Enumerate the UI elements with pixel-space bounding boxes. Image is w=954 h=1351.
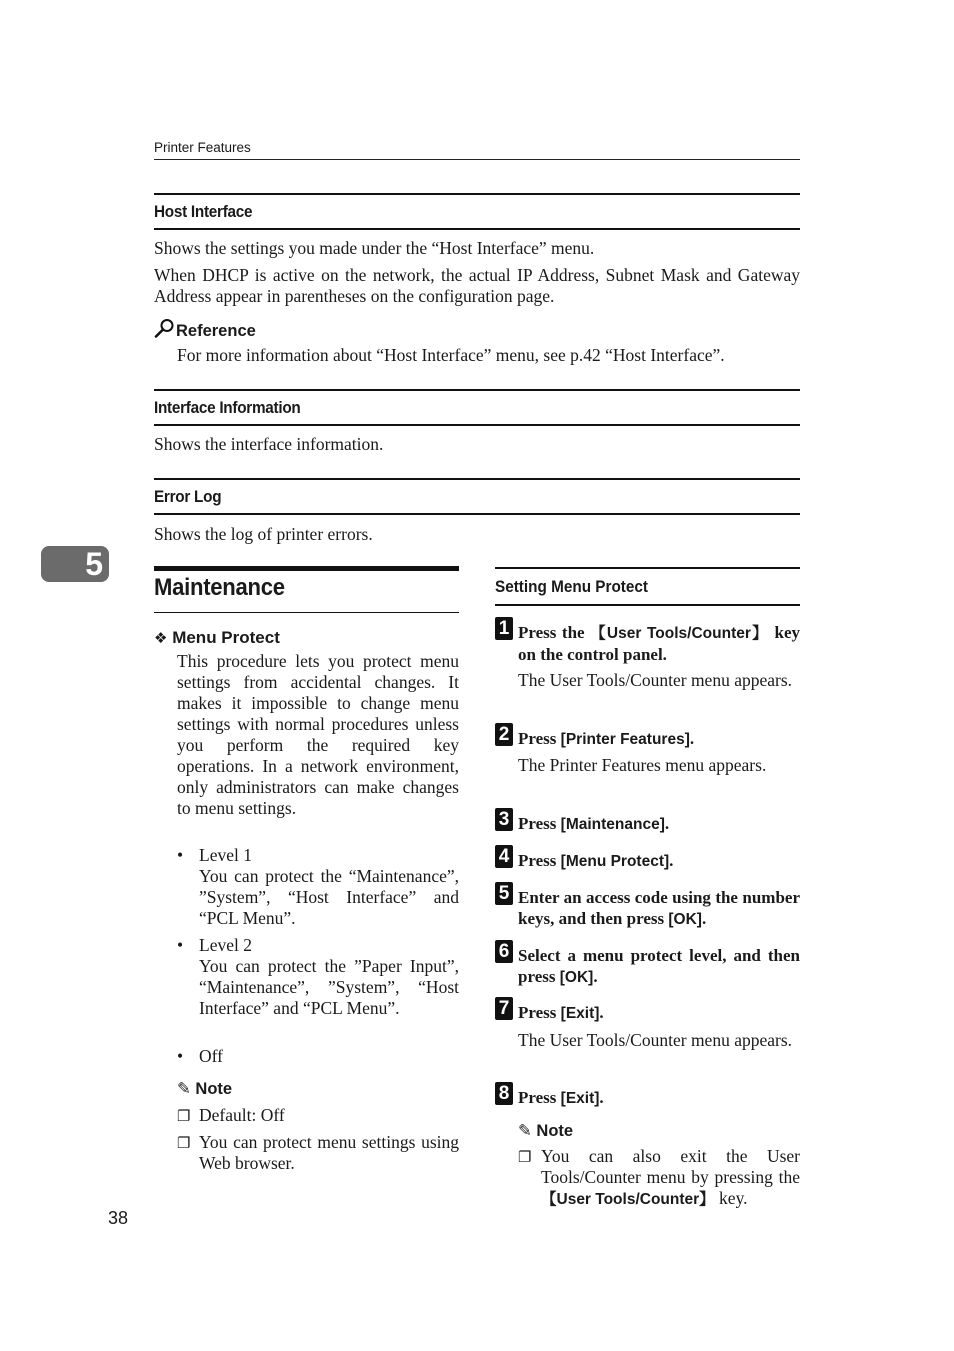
- step-number: 3: [495, 808, 513, 831]
- step-number: 2: [495, 723, 513, 746]
- menu-protect-description: This procedure lets you protect menu settings from accidental changes. It makes it impossible to change menu settings with normal procedures unless you perform the required key operations. In a network environment, only administrators can make changes to menu settings.: [177, 651, 459, 818]
- key-label: [OK]: [668, 911, 702, 928]
- level-2-label: Level 2: [199, 935, 252, 955]
- level-off-label: Off: [199, 1046, 223, 1066]
- section-title: Interface Information: [154, 398, 301, 417]
- note-exit-text: You can also exit the User Tools/Counter menu by pressing the 【User Tools/Counter】 key.: [541, 1146, 800, 1208]
- level-2-description: You can protect the ”Paper Input”, “Maintenance”, ”System”, “Host Interface” and “PCL Menu”.: [199, 956, 459, 1018]
- step-5-instruction: Enter an access code using the number keys, and then press [OK].: [518, 888, 800, 928]
- note-default: Default: Off: [199, 1105, 285, 1125]
- section-heading-interface-information: [154, 389, 800, 426]
- header-rule: [154, 159, 800, 160]
- bullet-dot: •: [177, 845, 184, 865]
- checkbox-icon: ❐: [177, 1109, 191, 1125]
- host-interface-paragraph-1: Shows the settings you made under the “Host Interface” menu.: [154, 238, 595, 258]
- step-number: 4: [495, 845, 513, 868]
- key-label: [OK]: [559, 969, 594, 986]
- level-1-label: Level 1: [199, 845, 252, 865]
- diamond-bullet-icon: ❖: [154, 630, 168, 647]
- magnifier-icon: [154, 318, 176, 338]
- reference-title: Reference: [176, 322, 256, 340]
- menu-protect-title: Menu Protect: [172, 628, 280, 647]
- note-title: Note: [195, 1080, 233, 1098]
- note-title: Note: [536, 1122, 574, 1140]
- note-web-browser: You can protect menu settings using Web browser.: [199, 1132, 459, 1173]
- maintenance-title: Maintenance: [154, 574, 285, 601]
- section-title: Error Log: [154, 487, 222, 506]
- step-7-result: The User Tools/Counter menu appears.: [518, 1030, 793, 1050]
- maintenance-bottom-rule: [154, 612, 459, 613]
- key-label: [Exit]: [560, 1090, 600, 1107]
- step-1-instruction: Press the 【User Tools/Counter】 key on the control panel.: [518, 623, 801, 664]
- note-heading-right: [518, 1121, 573, 1141]
- note-heading-left: [177, 1079, 232, 1099]
- checkbox-icon: ❐: [177, 1136, 191, 1152]
- reference-text: For more information about “Host Interface” menu, see p.42 “Host Interface”.: [177, 345, 725, 365]
- key-label: 【User Tools/Counter】: [590, 625, 769, 642]
- interface-information-text: Shows the interface information.: [154, 434, 384, 454]
- key-label: 【User Tools/Counter】: [541, 1191, 715, 1208]
- step-number: 7: [495, 997, 513, 1020]
- step-number: 1: [495, 617, 513, 640]
- step-8-instruction: Press [Exit].: [518, 1088, 604, 1107]
- level-1-description: You can protect the “Maintenance”, ”System”, “Host Interface” and “PCL Menu”.: [199, 866, 459, 928]
- step-1-result: The User Tools/Counter menu appears.: [518, 670, 793, 690]
- step-number: 8: [495, 1082, 513, 1105]
- step-7-instruction: Press [Exit].: [518, 1003, 604, 1022]
- setting-menu-protect-heading: [495, 567, 800, 606]
- pencil-icon: ✎: [518, 1122, 532, 1140]
- section-heading-error-log: [154, 478, 800, 515]
- step-2-result: The Printer Features menu appears.: [518, 755, 767, 775]
- running-header: Printer Features: [154, 140, 251, 155]
- step-6-instruction: Select a menu protect level, and then press [OK].: [518, 946, 800, 986]
- error-log-text: Shows the log of printer errors.: [154, 524, 373, 544]
- checkbox-icon: ❐: [518, 1150, 532, 1166]
- step-4-instruction: Press [Menu Protect].: [518, 851, 674, 870]
- maintenance-top-rule: [154, 566, 459, 571]
- step-3-instruction: Press [Maintenance].: [518, 814, 670, 833]
- pencil-icon: ✎: [177, 1080, 191, 1098]
- step-number: 6: [495, 940, 513, 963]
- host-interface-paragraph-2: When DHCP is active on the network, the actual IP Address, Subnet Mask and Gateway Address appear in parentheses on the configuration page.: [154, 265, 800, 306]
- menu-protect-heading: [154, 628, 280, 648]
- section-title: Host Interface: [154, 202, 253, 221]
- key-label: [Menu Protect]: [560, 853, 670, 870]
- step-2-instruction: Press [Printer Features].: [518, 729, 695, 748]
- section-heading-host-interface: [154, 193, 800, 230]
- chapter-tab: [41, 546, 109, 582]
- bullet-dot: •: [177, 1046, 184, 1066]
- page-number: 38: [108, 1208, 129, 1228]
- step-number: 5: [495, 882, 513, 905]
- key-label: [Maintenance]: [560, 816, 665, 833]
- chapter-number: 5: [85, 546, 103, 582]
- key-label: [Exit]: [560, 1005, 600, 1022]
- bullet-dot: •: [177, 935, 184, 955]
- reference-heading: [154, 318, 256, 341]
- key-label: [Printer Features]: [560, 731, 690, 748]
- section-title: Setting Menu Protect: [495, 577, 649, 596]
